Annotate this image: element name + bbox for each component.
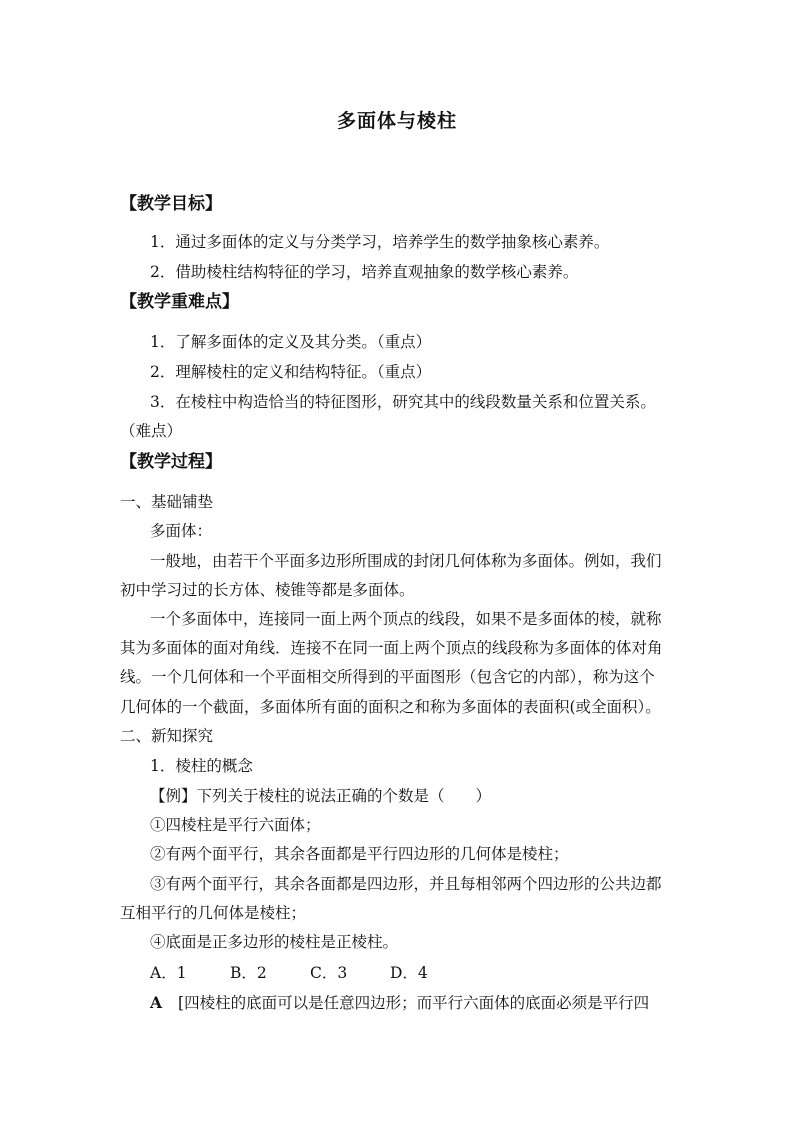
goal-item: 2．借助棱柱结构特征的学习，培养直观抽象的数学核心素养。 (150, 263, 579, 281)
keys-heading: 【教学重难点】 (120, 292, 239, 312)
paragraph-line: 一般地，由若干个平面多边形所围成的封闭几何体称为多面体。例如，我们 (150, 552, 662, 570)
statement-item-continued: 互相平行的几何体是棱柱； (120, 904, 307, 922)
page-title: 多面体与棱柱 (336, 110, 457, 132)
part2-heading: 二、新知探究 (120, 727, 214, 745)
paragraph-line: 线。一个几何体和一个平面相交所得到的平面图形（包含它的内部），称为这个 (120, 668, 655, 686)
goal-item: 1．通过多面体的定义与分类学习，培养学生的数学抽象核心素养。 (150, 233, 610, 251)
option-b: B．2 (230, 964, 267, 982)
part1-heading: 一、基础铺垫 (120, 493, 214, 511)
statement-item: ②有两个面平行，其余各面都是平行四边形的几何体是棱柱； (150, 845, 569, 863)
option-c: C．3 (310, 964, 348, 982)
statement-item: ③有两个面平行，其余各面都是四边形，并且每相邻两个四边形的公共边都 (150, 875, 662, 893)
term-polyhedron: 多面体： (150, 522, 213, 540)
paragraph-line: 初中学习过的长方体、棱锥等都是多面体。 (120, 581, 415, 599)
answer-options (150, 962, 710, 984)
example-question: 【例】下列关于棱柱的说法正确的个数是（ ） (150, 787, 492, 805)
key-item: 3．在棱柱中构造恰当的特征图形，研究其中的线段数量关系和位置关系。 (150, 393, 656, 411)
answer-text: [四棱柱的底面可以是任意四边形；而平行六面体的底面必须是平行四 (178, 994, 650, 1012)
paragraph-line: 其为多面体的面对角线．连接不在同一面上两个顶点的线段称为多面体的体对角 (120, 639, 663, 657)
key-item-continued: （难点） (120, 422, 183, 440)
paragraph-line: 几何体的一个截面，多面体所有面的面积之和称为多面体的表面积(或全面积）。 (120, 698, 661, 716)
option-d: D．4 (390, 964, 428, 982)
key-item: 2．理解棱柱的定义和结构特征。（重点） (150, 363, 432, 381)
process-heading: 【教学过程】 (120, 452, 222, 472)
subsection-heading: 1．棱柱的概念 (150, 757, 253, 775)
paragraph-line: 一个多面体中，连接同一面上两个顶点的线段，如果不是多面体的棱，就称 (150, 610, 662, 628)
answer-explanation (150, 992, 710, 1014)
key-item: 1．了解多面体的定义及其分类。（重点） (150, 333, 432, 351)
answer-letter: A (150, 993, 163, 1012)
statement-item: ①四棱柱是平行六面体； (150, 816, 321, 834)
option-a: A．1 (150, 964, 187, 982)
goals-heading: 【教学目标】 (120, 194, 222, 214)
statement-item: ④底面是正多边形的棱柱是正棱柱。 (150, 933, 399, 951)
